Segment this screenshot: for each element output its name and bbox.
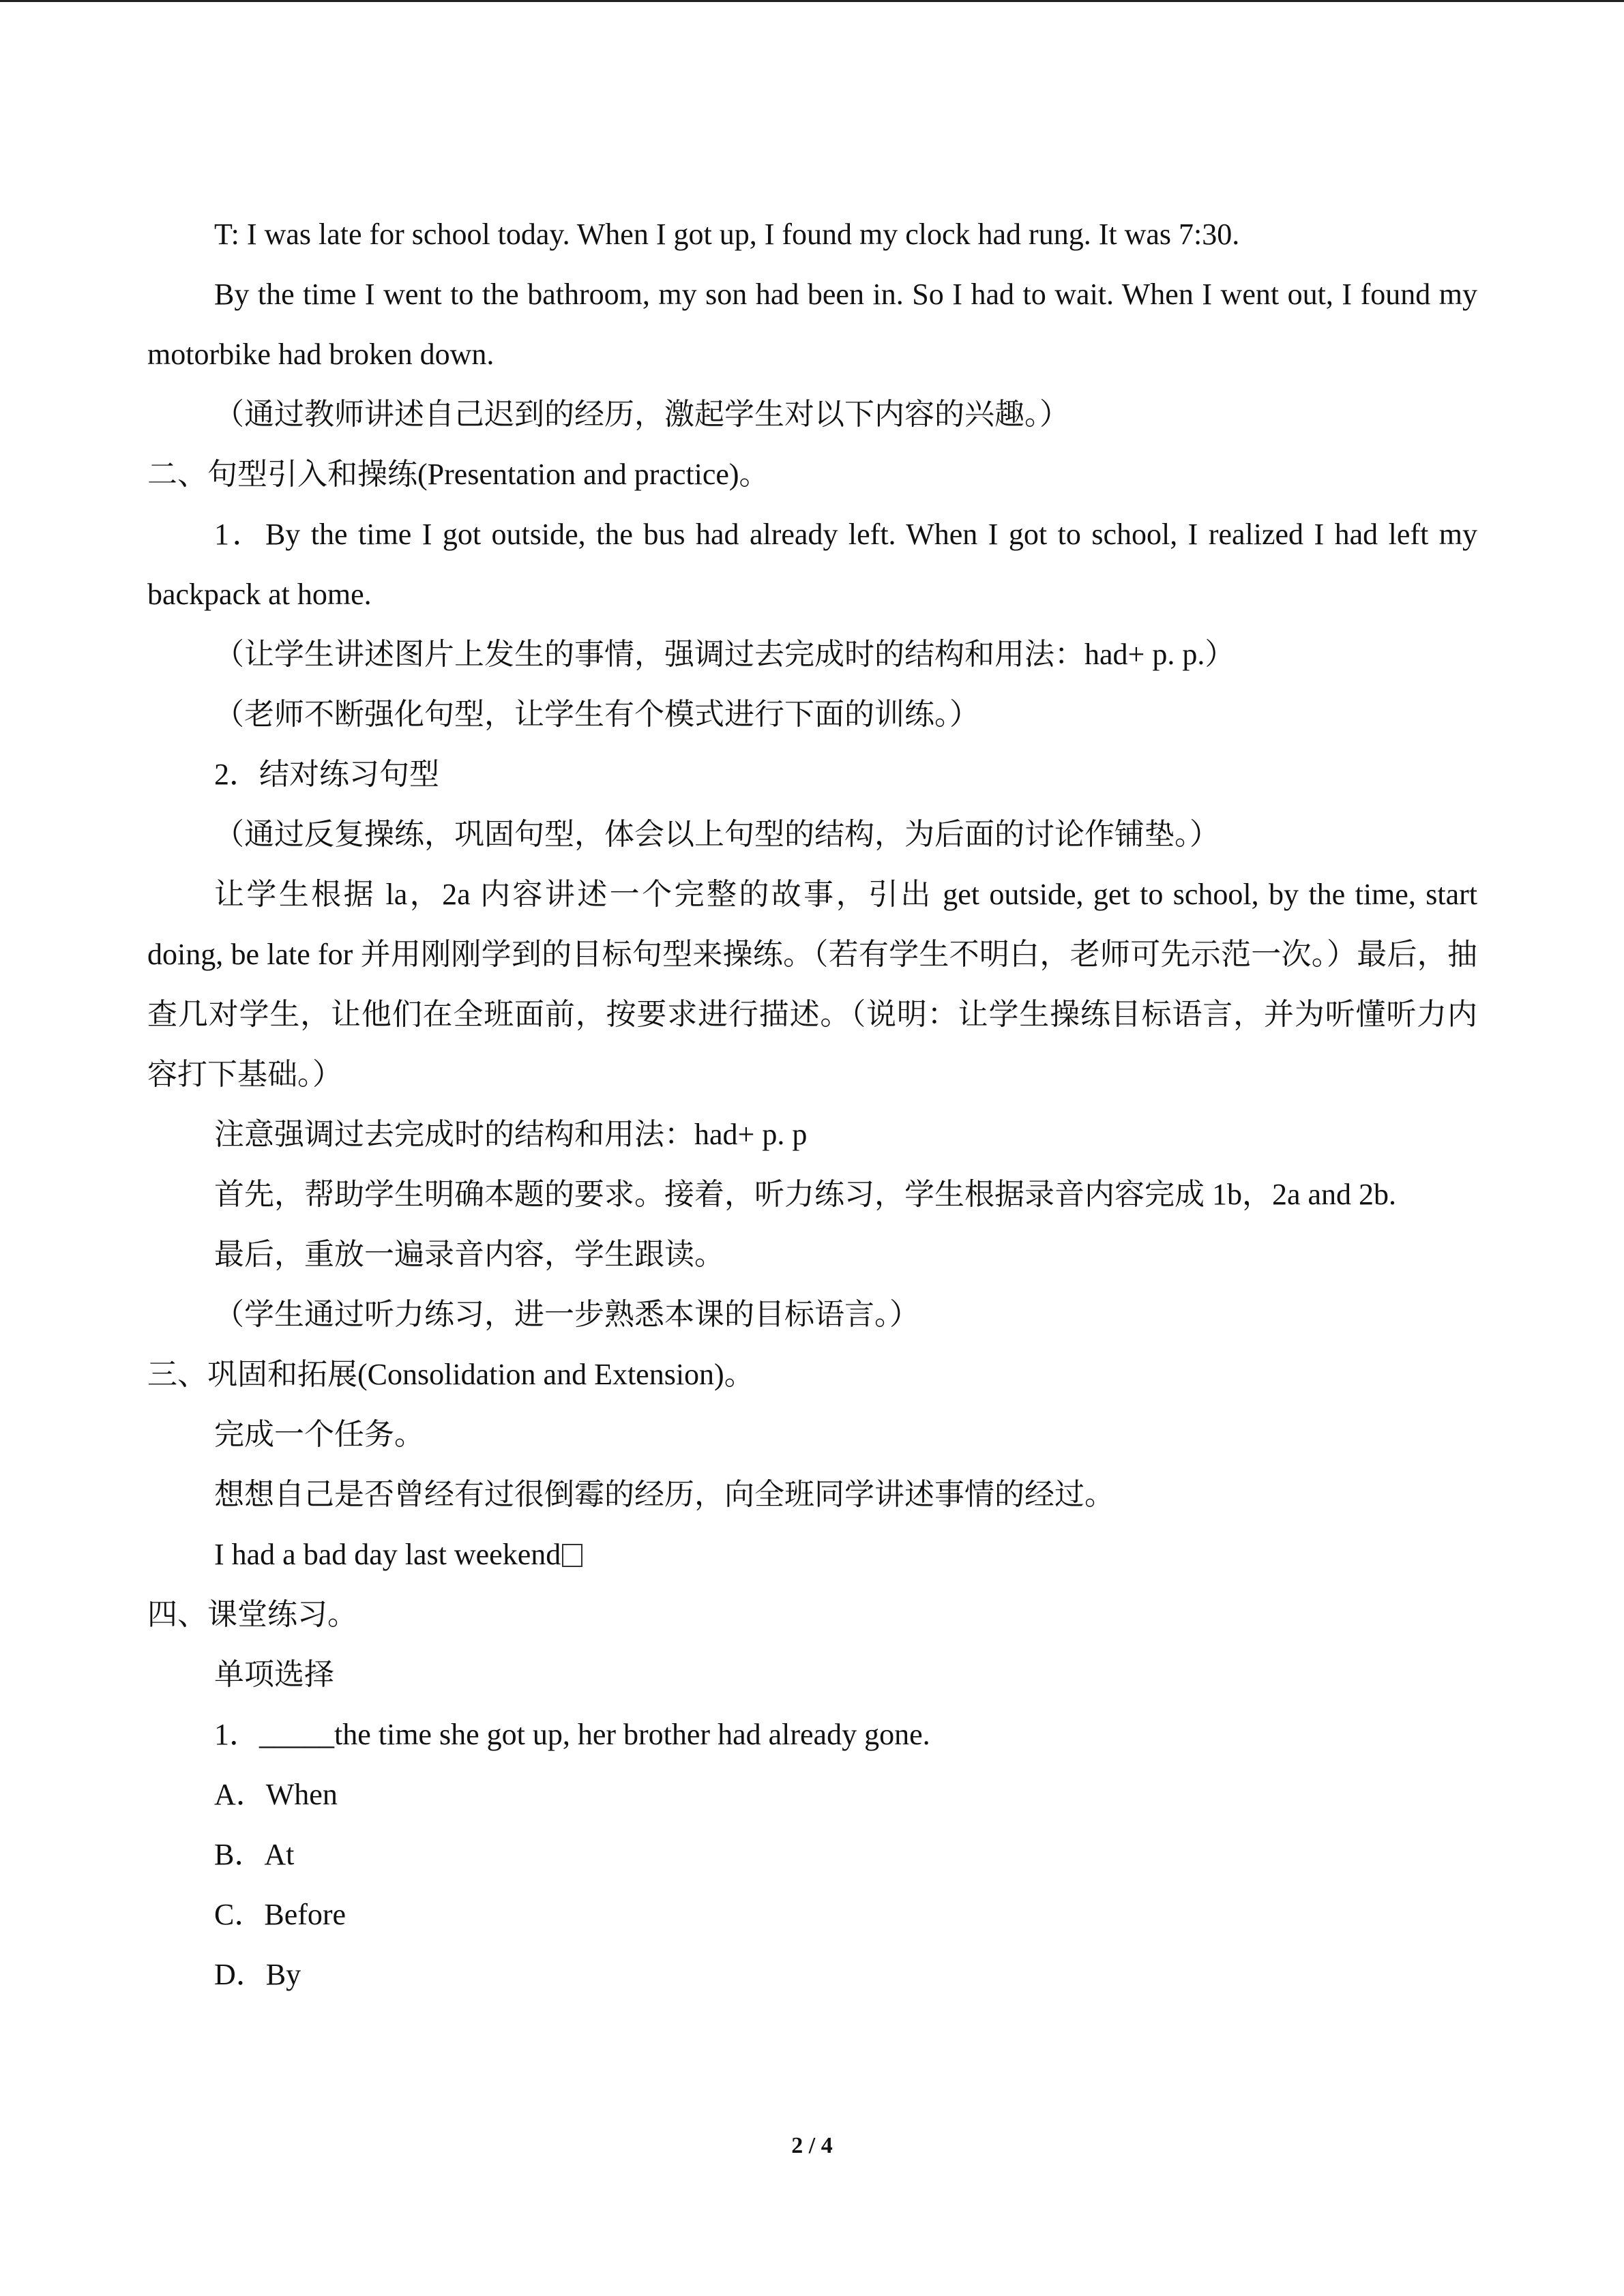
paragraph-grammar-emphasis: 注意强调过去完成时的结构和用法：had+ p. p: [214, 1118, 808, 1151]
document-body: [147, 205, 1477, 2005]
paragraph-replay: 最后，重放一遍录音内容，学生跟读。: [214, 1238, 724, 1271]
paragraph-pair-practice: 2．结对练习句型: [214, 758, 439, 791]
paragraph-bad-day: [147, 1525, 1477, 1585]
paragraph-teacher-story: T: I was late for school today. When I got up, I found my clock had rung. It was 7:30.: [214, 218, 1240, 251]
paragraph-note-interest: （通过教师讲述自己迟到的经历，激起学生对以下内容的兴趣。）: [214, 398, 1069, 431]
paragraph-note-listening: （学生通过听力练习，进一步熟悉本课的目标语言。）: [214, 1298, 919, 1331]
paragraph-listening-steps: 首先，帮助学生明确本题的要求。接着，听力练习，学生根据录音内容完成 1b，2a and 2b.: [214, 1178, 1397, 1211]
paragraph-note-repetition: （通过反复操练，巩固句型，体会以上句型的结构，为后面的讨论作铺垫。）: [214, 818, 1220, 851]
section-heading-exercises: 四、课堂练习。: [147, 1598, 357, 1631]
bad-day-text: I had a bad day last weekend: [214, 1538, 561, 1571]
question-1: 1．_____the time she got up, her brother had already gone.: [214, 1718, 930, 1751]
paragraph-task: 完成一个任务。: [214, 1418, 424, 1451]
option-b: B．At: [214, 1838, 295, 1871]
option-a: A．When: [214, 1778, 338, 1811]
paragraph-example-sentence: 1．By the time I got outside, the bus had already left. When I got to school, I realized I had left my backpack at home.: [147, 518, 1477, 611]
section-heading-consolidation: 三、巩固和拓展(Consolidation and Extension)。: [147, 1358, 754, 1391]
paragraph-bathroom-story: By the time I went to the bathroom, my son had been in. So I had to wait. When I went out, I found my motorbike had broken down.: [147, 278, 1477, 371]
paragraph-multiple-choice: 单项选择: [214, 1658, 334, 1691]
option-c: C．Before: [214, 1898, 346, 1931]
checkbox-icon: [562, 1544, 582, 1567]
page-top-border: [0, 0, 1624, 2]
option-d: D．By: [214, 1958, 301, 1991]
paragraph-bad-experience: 想想自己是否曾经有过很倒霉的经历，向全班同学讲述事情的经过。: [214, 1478, 1114, 1511]
paragraph-note-drill: （老师不断强化句型，让学生有个模式进行下面的训练。）: [214, 698, 979, 731]
section-heading-presentation: 二、句型引入和操练(Presentation and practice)。: [147, 458, 769, 491]
paragraph-note-picture: （让学生讲述图片上发生的事情，强调过去完成时的结构和用法：had+ p. p.）: [214, 638, 1235, 671]
page-number: 2 / 4: [791, 2133, 833, 2158]
paragraph-story-task: 让学生根据 la，2a 内容讲述一个完整的故事，引出 get outside, get to school, by the time, start doing, be late for 并用刚刚学到的目标句型来操练。（若有学生不明白，老师可先示范一次。）最后，抽查几对学生，让他们在全班面前，按要求进行描述。（说明：让学生操练目标语言，并为听懂听力内容打下基础。）: [147, 878, 1477, 1091]
